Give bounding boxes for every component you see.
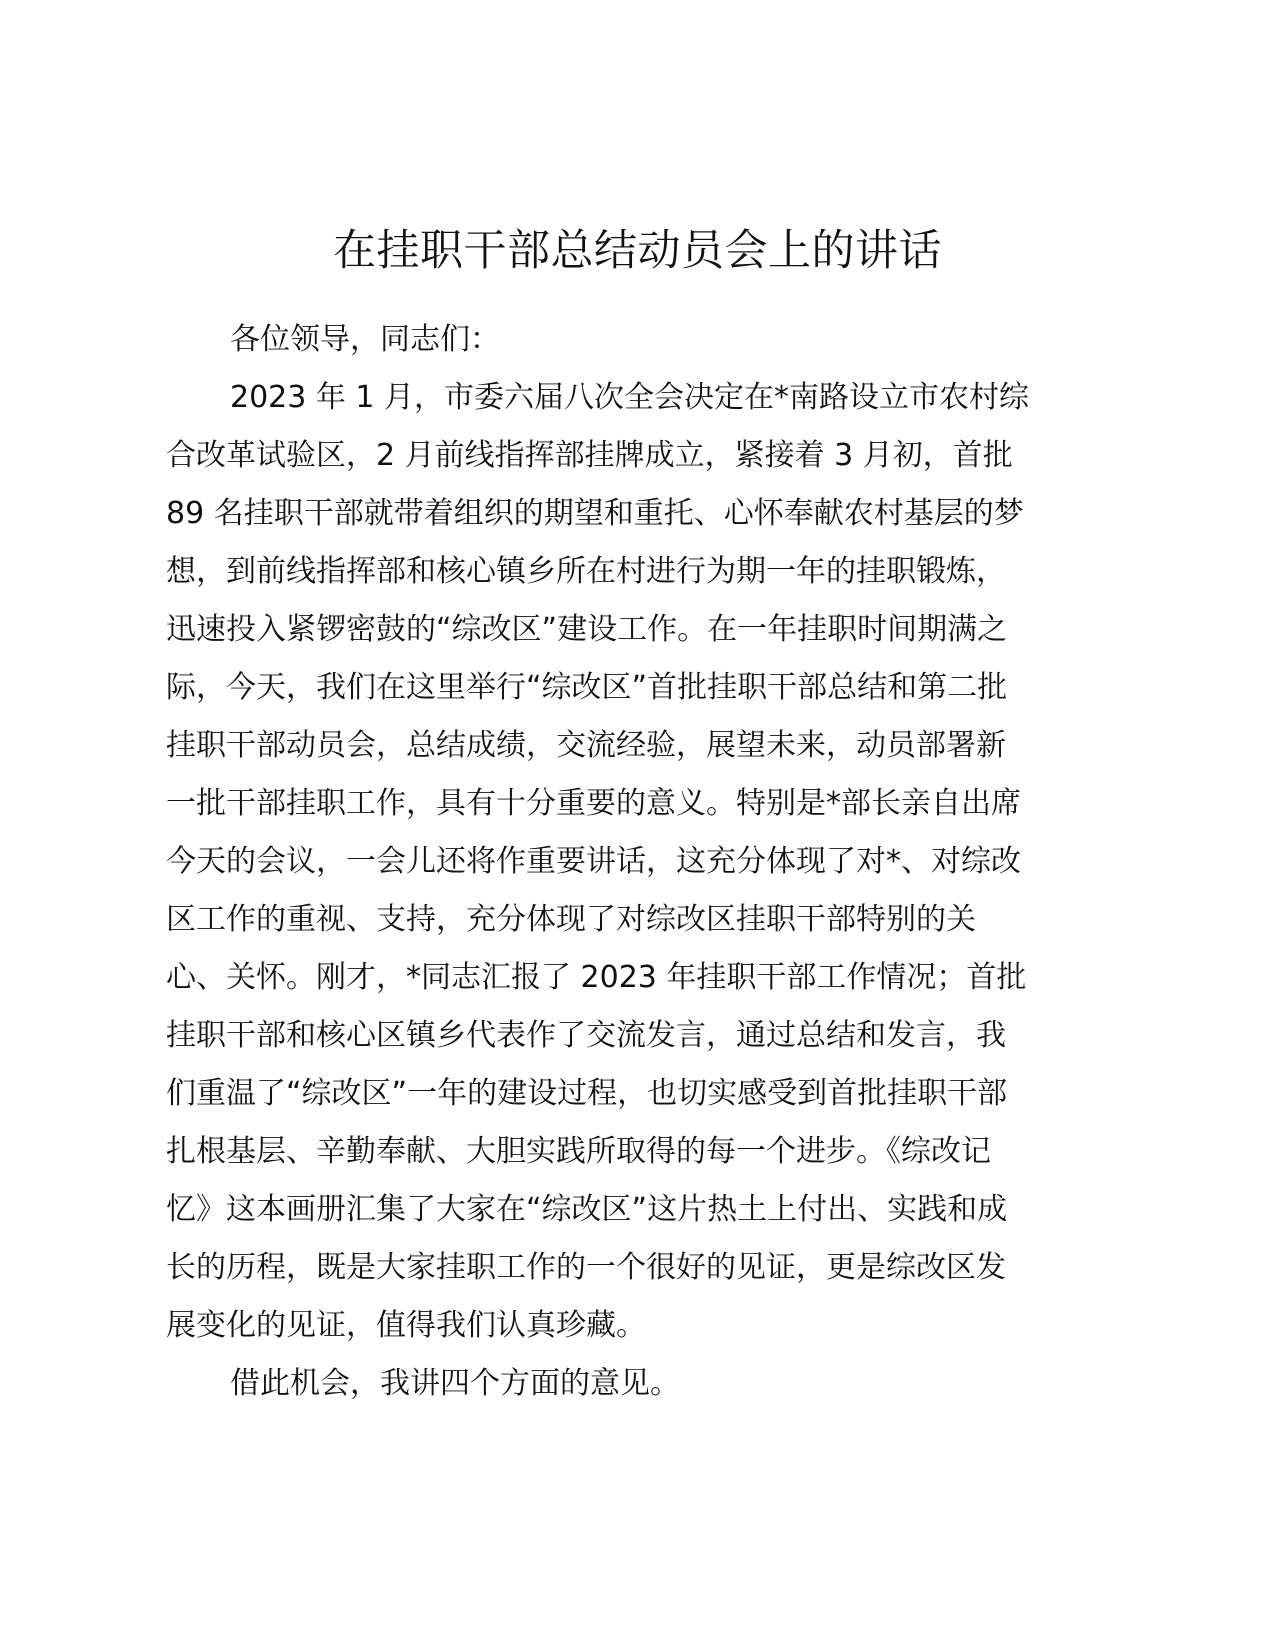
paragraph-line: 89 名挂职干部就带着组织的期望和重托、心怀奉献农村基层的梦	[166, 496, 1024, 531]
paragraph-line: 2023 年 1 月，市委六届八次全会决定在*南路设立市农村综	[230, 380, 1030, 415]
salutation-line: 各位领导，同志们：	[230, 322, 500, 357]
paragraph-line: 想，到前线指挥部和核心镇乡所在村进行为期一年的挂职锻炼，	[166, 554, 1006, 589]
paragraph-line: 忆》这本画册汇集了大家在“综改区”这片热土上付出、实践和成	[166, 1192, 1008, 1227]
paragraph-line: 长的历程，既是大家挂职工作的一个很好的见证，更是综改区发	[166, 1250, 1006, 1285]
paragraph-line: 展变化的见证，值得我们认真珍藏。	[166, 1308, 646, 1343]
paragraph-line: 今天的会议，一会儿还将作重要讲话，这充分体现了对*、对综改	[166, 844, 1021, 879]
paragraph-line: 挂职干部和核心区镇乡代表作了交流发言，通过总结和发言，我	[166, 1018, 1006, 1053]
paragraph-line: 一批干部挂职工作，具有十分重要的意义。特别是*部长亲自出席	[166, 786, 1021, 821]
paragraph-line: 合改革试验区，2 月前线指挥部挂牌成立，紧接着 3 月初，首批	[166, 438, 1013, 473]
paragraph-line: 挂职干部动员会，总结成绩，交流经验，展望未来，动员部署新	[166, 728, 1006, 763]
document-body	[166, 311, 1111, 1413]
closing-line: 借此机会，我讲四个方面的意见。	[230, 1366, 680, 1401]
document-title: 在挂职干部总结动员会上的讲话	[333, 226, 942, 276]
paragraph-line: 迅速投入紧锣密鼓的“综改区”建设工作。在一年挂职时间期满之	[166, 612, 1008, 647]
paragraph-line: 区工作的重视、支持，充分体现了对综改区挂职干部特别的关	[166, 902, 976, 937]
paragraph-line: 心、关怀。刚才，*同志汇报了 2023 年挂职干部工作情况；首批	[166, 960, 1027, 995]
paragraph-line: 们重温了“综改区”一年的建设过程，也切实感受到首批挂职干部	[166, 1076, 1008, 1111]
paragraph-line: 际，今天，我们在这里举行“综改区”首批挂职干部总结和第二批	[166, 670, 1008, 705]
paragraph-line: 扎根基层、辛勤奉献、大胆实践所取得的每一个进步。《综改记	[166, 1134, 991, 1169]
